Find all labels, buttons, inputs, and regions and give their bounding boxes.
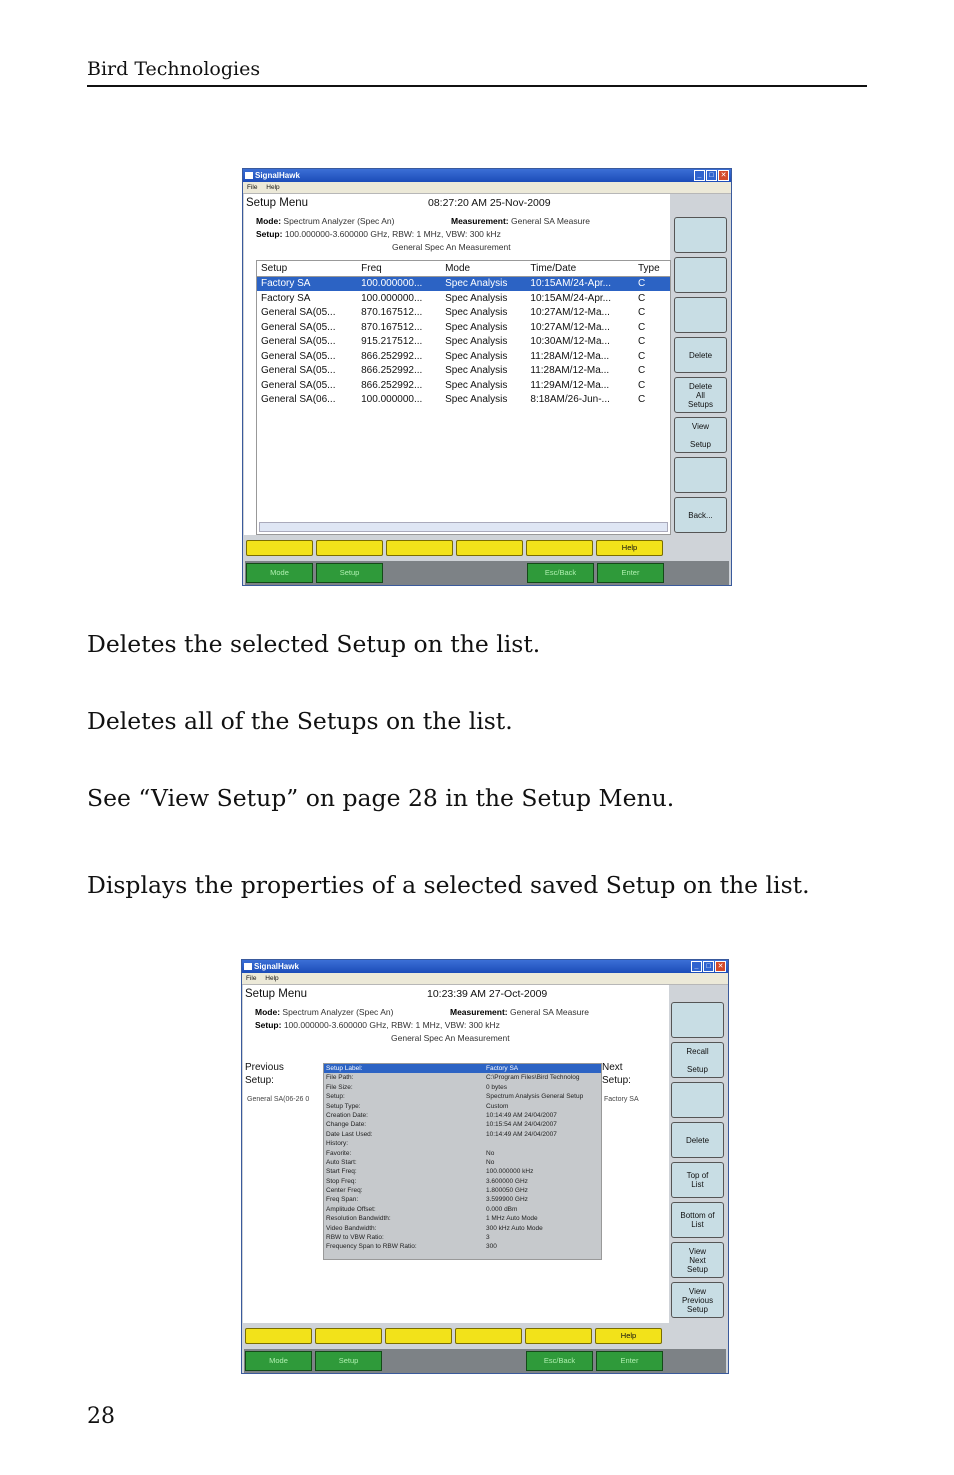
property-value: No (486, 1158, 495, 1166)
table-cell: Spec Analysis (441, 276, 526, 291)
property-value: 10:15:54 AM 24/04/2007 (486, 1121, 557, 1129)
table-cell: 10:30AM/12-Ma... (530, 336, 610, 348)
next-setup-label: Next Setup: (602, 1062, 631, 1086)
side-button-back[interactable]: Back... (674, 497, 727, 533)
clock: 08:27:20 AM 25-Nov-2009 (428, 197, 551, 209)
enter-key[interactable]: Enter (597, 563, 664, 583)
column-header[interactable]: Freq (357, 261, 441, 276)
table-cell: 100.000000... (361, 394, 423, 406)
property-key: Frequency Span to RBW Ratio: (326, 1243, 417, 1251)
table-cell: 870.167512... (361, 307, 423, 319)
property-key: Date Last Used: (326, 1130, 373, 1138)
close-icon[interactable]: ✕ (718, 170, 729, 181)
property-value: C:\Program Files\Bird Technolog (486, 1074, 580, 1082)
table-cell: C (637, 307, 646, 319)
paragraph-view-setup: See “View Setup” on page 28 in the Setup Menu. (87, 784, 675, 812)
title-bar (242, 960, 728, 973)
table-row[interactable] (257, 378, 670, 393)
property-value: 10:14:49 AM 24/04/2007 (486, 1111, 557, 1119)
property-value: 3 (486, 1234, 490, 1242)
property-key: File Size: (326, 1083, 353, 1091)
property-key: Setup: (326, 1093, 345, 1101)
menu-file[interactable]: File (246, 975, 257, 982)
table-cell: 870.167512... (361, 321, 423, 333)
property-value: 300 kHz Auto Mode (486, 1224, 543, 1232)
table-cell: 8:18AM/26-Jun-... (530, 394, 610, 406)
property-value: 0 bytes (486, 1083, 507, 1091)
setup-info: Setup: 100.000000-3.600000 GHz, RBW: 1 MHz, VBW: 300 kHz (256, 229, 501, 239)
property-row[interactable] (324, 1205, 601, 1214)
function-key[interactable] (386, 540, 453, 556)
paragraph-delete-all: Deletes all of the Setups on the list. (87, 707, 513, 735)
maximize-icon[interactable]: □ (703, 961, 714, 972)
column-header[interactable]: Mode (441, 261, 526, 276)
help-key[interactable]: Help (595, 1328, 662, 1344)
setup-properties-table[interactable] (323, 1063, 602, 1260)
table-cell: 100.000000... (357, 276, 441, 291)
screenshot-setup-menu-list (242, 168, 732, 586)
table-cell: General SA(05... (261, 379, 336, 391)
table-cell: 866.252992... (361, 379, 423, 391)
enter-key[interactable]: Enter (596, 1351, 663, 1371)
page-title: Setup Menu (245, 988, 308, 1000)
header-rule (87, 85, 867, 87)
side-button-bottom-of-list[interactable]: Bottom of List (671, 1202, 724, 1238)
help-key[interactable]: Help (596, 540, 663, 556)
previous-setup-value: General SA(06-26 0 (247, 1096, 310, 1103)
page-title: Setup Menu (246, 197, 309, 209)
setup-list[interactable] (256, 260, 671, 535)
property-row[interactable] (324, 1139, 601, 1148)
table-cell: Spec Analysis (445, 350, 508, 362)
running-header: Bird Technologies (87, 58, 261, 80)
side-button-blank[interactable] (674, 257, 727, 293)
function-key[interactable] (316, 540, 383, 556)
property-key: Resolution Bandwidth: (326, 1215, 391, 1223)
title-bar (243, 169, 731, 182)
property-row[interactable] (324, 1111, 601, 1120)
side-button-blank[interactable] (671, 1082, 724, 1118)
table-row[interactable] (257, 320, 670, 335)
table-cell: C (637, 365, 646, 377)
table-cell: 100.000000... (361, 292, 423, 304)
table-cell: Spec Analysis (445, 379, 508, 391)
side-button-delete[interactable]: Delete (671, 1122, 724, 1158)
table-cell: General SA(05... (261, 350, 336, 362)
property-row[interactable] (324, 1092, 601, 1101)
property-row[interactable] (324, 1120, 601, 1129)
table-row[interactable] (257, 349, 670, 364)
setup-key[interactable]: Setup (316, 563, 383, 583)
setup-panel (243, 985, 669, 1323)
esc-back-key[interactable]: Esc/Back (527, 563, 594, 583)
property-key: Setup Type: (326, 1102, 361, 1110)
mode-info: Mode: Spectrum Analyzer (Spec An) (256, 216, 395, 226)
menu-help[interactable]: Help (265, 975, 279, 982)
table-cell: General SA(05... (261, 336, 336, 348)
property-value: Spectrum Analysis General Setup (486, 1093, 584, 1101)
table-cell: Spec Analysis (445, 365, 508, 377)
side-button-blank[interactable] (674, 457, 727, 493)
column-header[interactable]: Type (634, 261, 670, 276)
close-icon[interactable]: ✕ (715, 961, 726, 972)
property-value: 1.800050 GHz (486, 1187, 528, 1195)
table-row[interactable] (257, 393, 670, 408)
table-cell: 915.217512... (361, 336, 423, 348)
property-row[interactable] (324, 1167, 601, 1176)
property-key: File Path: (326, 1074, 354, 1082)
mode-key[interactable]: Mode (246, 563, 313, 583)
app-title: SignalHawk (255, 171, 300, 180)
green-keys-row (245, 561, 729, 585)
table-cell: Factory SA (261, 292, 311, 304)
table-cell: C (634, 276, 670, 291)
property-key: Favorite: (326, 1149, 352, 1157)
property-key: Video Bandwidth: (326, 1224, 377, 1232)
property-row[interactable] (324, 1195, 601, 1204)
table-cell: General SA(05... (261, 321, 336, 333)
side-button-view-next-setup[interactable]: View Next Setup (671, 1242, 724, 1278)
table-cell: 11:29AM/12-Ma... (530, 379, 610, 391)
property-key: History: (326, 1140, 349, 1148)
side-button-view-setup[interactable]: View Setup (674, 417, 727, 453)
function-key[interactable] (245, 1328, 312, 1344)
esc-back-key[interactable]: Esc/Back (526, 1351, 593, 1371)
table-cell: 10:27AM/12-Ma... (530, 321, 610, 333)
app-icon (244, 963, 252, 970)
property-value: 3.599900 GHz (486, 1196, 528, 1204)
property-row[interactable] (324, 1149, 601, 1158)
table-cell: Spec Analysis (445, 292, 508, 304)
property-value: Custom (486, 1102, 509, 1110)
function-key[interactable] (385, 1328, 452, 1344)
column-header[interactable]: Setup (257, 261, 357, 276)
function-key[interactable] (525, 1328, 592, 1344)
function-keys-row (246, 540, 728, 556)
function-key[interactable] (526, 540, 593, 556)
property-key: Start Freq: (326, 1168, 357, 1176)
property-value: 300 (486, 1243, 497, 1251)
side-button-delete-all-setups[interactable]: Delete All Setups (674, 377, 727, 413)
property-row[interactable] (324, 1233, 601, 1242)
table-cell: 866.252992... (361, 365, 423, 377)
property-value: 3.600000 GHz (486, 1177, 528, 1185)
horizontal-scrollbar[interactable] (259, 522, 668, 532)
property-value: 0.000 dBm (486, 1205, 518, 1213)
table-cell: General SA(05... (261, 365, 336, 377)
property-row[interactable] (324, 1186, 601, 1195)
table-cell: 10:15AM/24-Apr... (530, 292, 611, 304)
paragraph-delete: Deletes the selected Setup on the list. (87, 630, 541, 658)
property-row[interactable] (324, 1158, 601, 1167)
minimize-icon[interactable]: _ (691, 961, 702, 972)
table-cell: Spec Analysis (445, 321, 508, 333)
measurement-info: Measurement: General SA Measure (451, 216, 590, 226)
property-value (486, 1139, 601, 1148)
property-key: RBW to VBW Ratio: (326, 1234, 384, 1242)
measurement-subtitle: General Spec An Measurement (392, 242, 511, 252)
table-row[interactable] (257, 276, 670, 291)
function-key[interactable] (246, 540, 313, 556)
property-key: Creation Date: (326, 1111, 368, 1119)
mode-info: Mode: Spectrum Analyzer (Spec An) (255, 1007, 394, 1017)
property-value: No (486, 1149, 495, 1157)
table-cell: C (637, 394, 646, 406)
app-icon (245, 172, 253, 179)
page-number: 28 (87, 1404, 115, 1429)
property-key: Change Date: (326, 1121, 367, 1129)
table-cell: C (637, 379, 646, 391)
table-cell: C (637, 350, 646, 362)
property-row[interactable] (324, 1177, 601, 1186)
measurement-info: Measurement: General SA Measure (450, 1007, 589, 1017)
property-key: Stop Freq: (326, 1177, 357, 1185)
property-row[interactable] (324, 1242, 601, 1251)
table-row[interactable] (257, 335, 670, 350)
app-title: SignalHawk (254, 962, 299, 971)
mode-key[interactable]: Mode (245, 1351, 312, 1371)
table-row[interactable] (257, 364, 670, 379)
table-cell: C (637, 336, 646, 348)
setup-panel (244, 194, 670, 535)
measurement-subtitle: General Spec An Measurement (391, 1033, 510, 1043)
green-keys-row (244, 1349, 726, 1373)
property-key: Auto Start: (326, 1158, 357, 1166)
side-button-blank[interactable] (674, 297, 727, 333)
setup-key[interactable]: Setup (315, 1351, 382, 1371)
table-cell: 10:15AM/24-Apr... (526, 276, 634, 291)
column-header[interactable]: Time/Date (526, 261, 634, 276)
table-cell: Factory SA (257, 276, 357, 291)
side-button-blank[interactable] (671, 1002, 724, 1038)
next-setup-value: Factory SA (604, 1096, 639, 1103)
property-key: Setup Label: (326, 1065, 363, 1072)
function-key[interactable] (456, 540, 523, 556)
property-value: 1 MHz Auto Mode (486, 1215, 538, 1223)
table-cell: 11:28AM/12-Ma... (530, 350, 610, 362)
side-button-top-of-list[interactable]: Top of List (671, 1162, 724, 1198)
table-cell: 10:27AM/12-Ma... (530, 307, 610, 319)
function-keys-row (245, 1328, 725, 1344)
table-cell: 11:28AM/12-Ma... (530, 365, 610, 377)
property-row[interactable] (324, 1083, 601, 1092)
property-value: 100.000000 kHz (486, 1168, 534, 1176)
menu-help[interactable]: Help (266, 184, 280, 191)
setup-info: Setup: 100.000000-3.600000 GHz, RBW: 1 MHz, VBW: 300 kHz (255, 1020, 500, 1030)
menu-bar (242, 973, 728, 985)
minimize-icon[interactable]: _ (694, 170, 705, 181)
menu-bar (243, 182, 731, 194)
maximize-icon[interactable]: □ (706, 170, 717, 181)
previous-setup-label: Previous Setup: (245, 1062, 284, 1086)
property-row[interactable] (324, 1224, 601, 1233)
table-cell: Spec Analysis (445, 336, 508, 348)
property-key: Amplitude Offset: (326, 1205, 376, 1213)
table-cell: Spec Analysis (445, 307, 508, 319)
function-key[interactable] (315, 1328, 382, 1344)
property-row[interactable] (324, 1064, 601, 1073)
property-row[interactable] (324, 1073, 601, 1082)
property-row[interactable] (324, 1130, 601, 1139)
property-row[interactable] (324, 1214, 601, 1223)
table-cell: 866.252992... (361, 350, 423, 362)
side-button-recall-setup[interactable]: Recall Setup (671, 1042, 724, 1078)
property-row[interactable] (324, 1102, 601, 1111)
table-cell: C (637, 292, 646, 304)
table-cell: General SA(05... (261, 307, 336, 319)
table-row[interactable] (257, 291, 670, 306)
table-row[interactable] (257, 306, 670, 321)
paragraph-properties: Displays the properties of a selected saved Setup on the list. (87, 871, 810, 899)
property-value: 10:14:49 AM 24/04/2007 (486, 1130, 557, 1138)
property-value: Factory SA (486, 1065, 519, 1072)
property-key: Center Freq: (326, 1187, 363, 1195)
property-key: Freq Span: (326, 1196, 359, 1204)
table-cell: C (637, 321, 646, 333)
side-button-delete[interactable]: Delete (674, 337, 727, 373)
side-button-view-previous-setup[interactable]: View Previous Setup (671, 1282, 724, 1318)
side-button-blank[interactable] (674, 217, 727, 253)
menu-file[interactable]: File (247, 184, 258, 191)
table-cell: Spec Analysis (445, 394, 508, 406)
clock: 10:23:39 AM 27-Oct-2009 (427, 988, 548, 1000)
table-cell: General SA(06... (261, 394, 336, 406)
function-key[interactable] (455, 1328, 522, 1344)
screenshot-setup-properties (241, 959, 729, 1374)
